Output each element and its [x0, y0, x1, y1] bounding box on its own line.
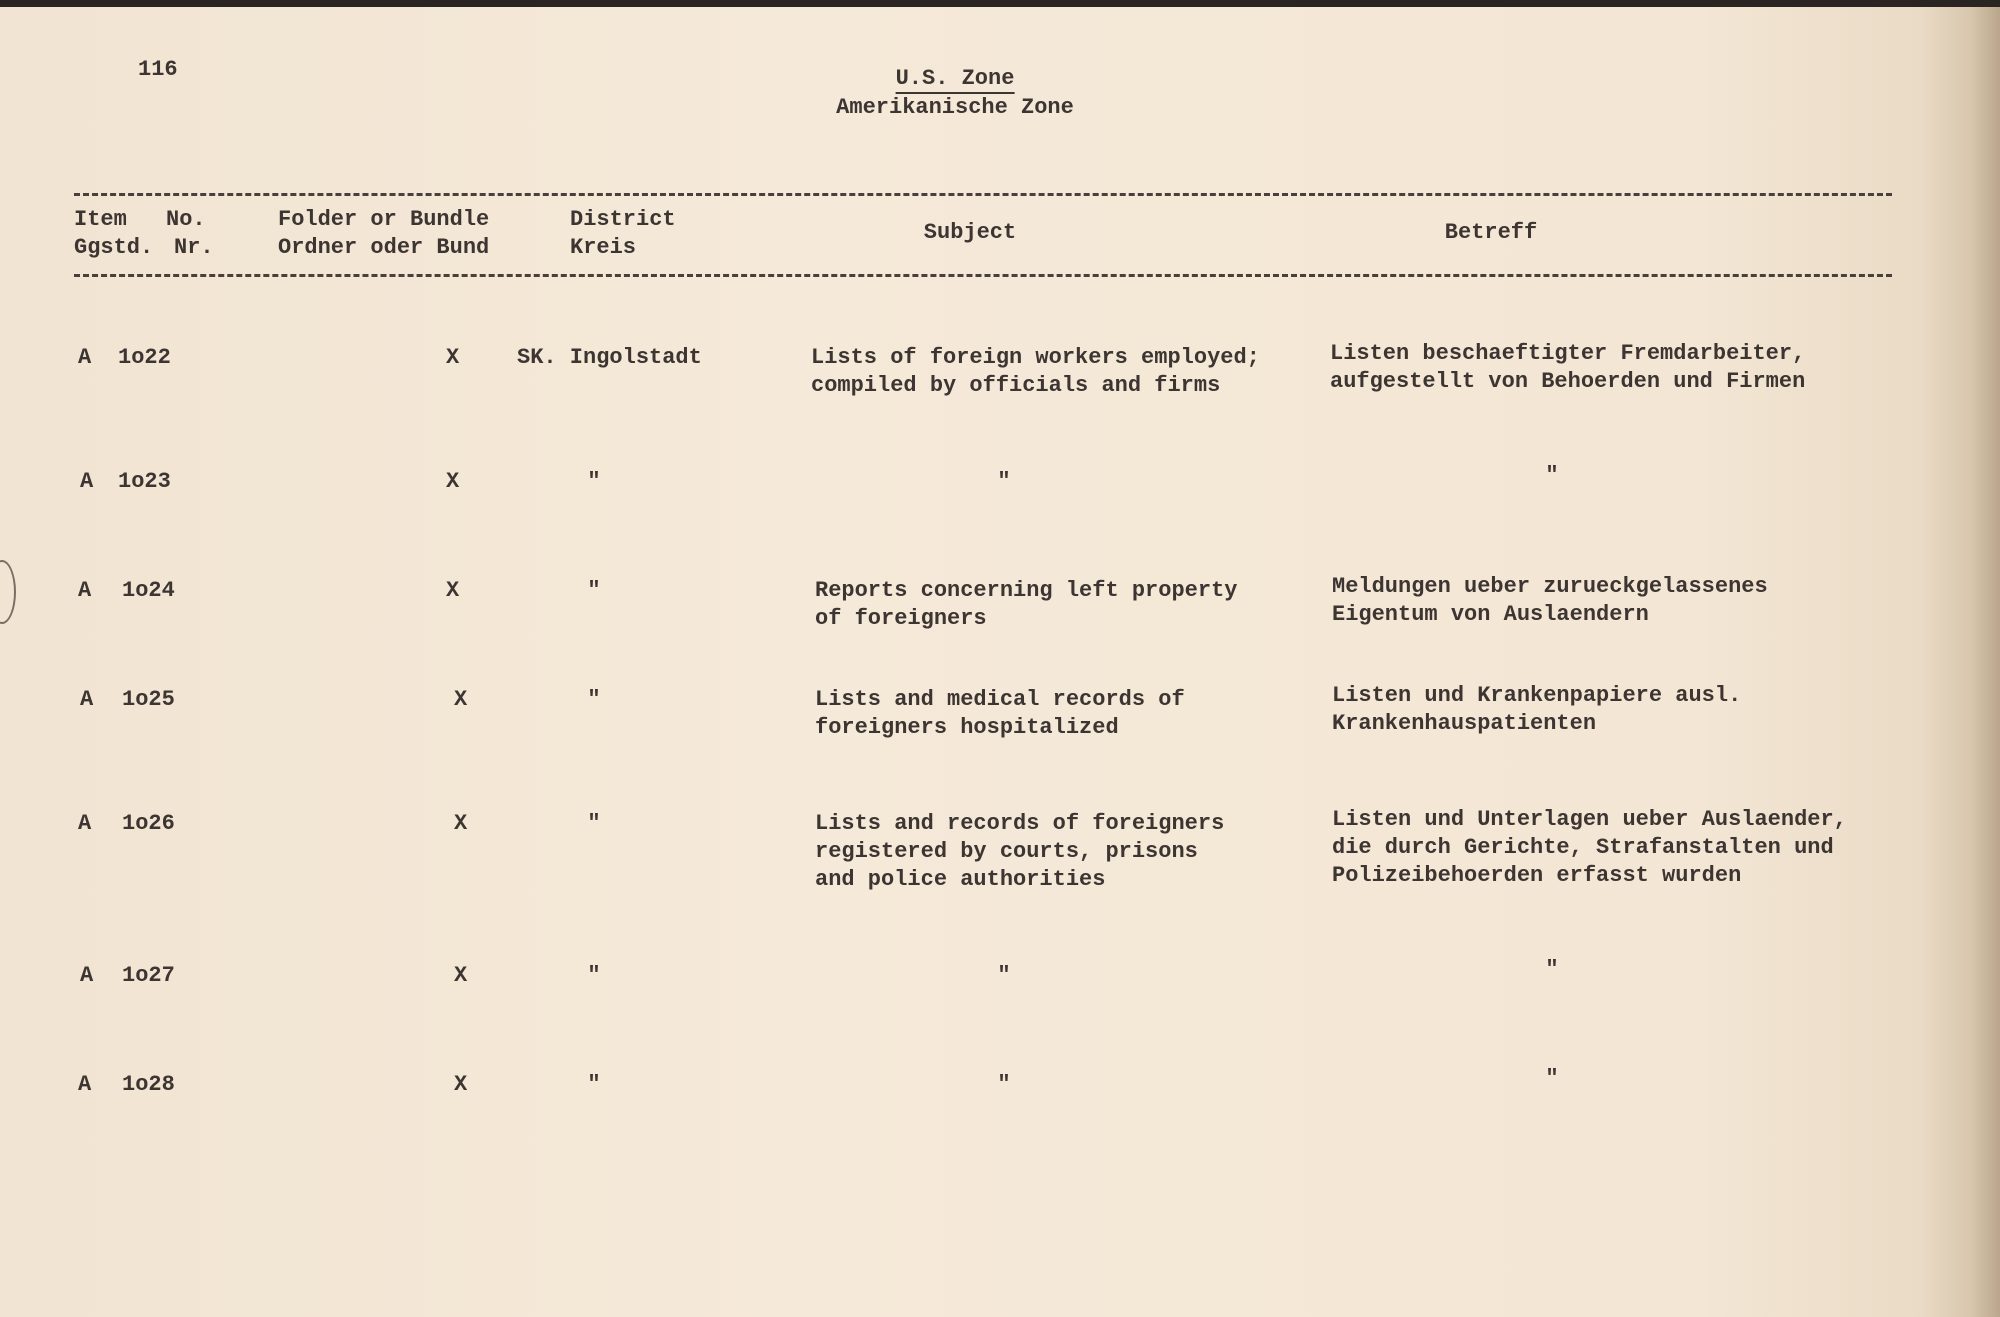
betreff-line: Eigentum von Auslaendern: [1332, 602, 1649, 627]
district: SK. Ingolstadt: [517, 345, 702, 370]
folder-mark: X: [446, 345, 460, 370]
betreff-line: Polizeibehoerden erfasst wurden: [1332, 863, 1742, 888]
item-letter: A: [80, 687, 94, 712]
subject-line: registered by courts, prisons: [815, 839, 1198, 864]
item-letter: A: [78, 811, 92, 836]
betreff-line: aufgestellt von Behoerden und Firmen: [1330, 369, 1806, 394]
betreff-line: Listen beschaeftigter Fremdarbeiter,: [1330, 341, 1806, 366]
subject-line: of foreigners: [815, 606, 987, 631]
betreff-line: ": [1545, 1066, 1559, 1091]
betreff-line: ": [1545, 957, 1559, 982]
title-en: U.S. Zone: [896, 66, 1015, 94]
header-district-en: District: [570, 207, 676, 232]
subject-line: Lists and records of foreigners: [815, 811, 1225, 836]
folder-mark: X: [446, 578, 460, 603]
item-number: 1o22: [118, 345, 171, 370]
subject-line: Lists and medical records of: [815, 687, 1185, 712]
item-letter: A: [80, 963, 94, 988]
header-subject: Subject: [923, 220, 1017, 245]
item-number: 1o27: [122, 963, 175, 988]
binding-hole: [0, 560, 16, 624]
scan-top-border: [0, 0, 2000, 7]
betreff-line: Meldungen ueber zurueckgelassenes: [1332, 574, 1768, 599]
district: ": [587, 578, 601, 603]
folder-mark: X: [454, 687, 468, 712]
subject-line: ": [997, 1072, 1011, 1097]
folder-mark: X: [454, 811, 468, 836]
header-no-en: No.: [166, 207, 206, 232]
header-folder-de: Ordner oder Bund: [278, 235, 490, 260]
betreff-line: die durch Gerichte, Strafanstalten und: [1332, 835, 1834, 860]
title-de: Amerikanische Zone: [836, 95, 1074, 120]
district: ": [587, 811, 601, 836]
header-betreff: Betreff: [1444, 220, 1538, 245]
page-number: 116: [138, 57, 178, 82]
item-number: 1o23: [118, 469, 171, 494]
item-letter: A: [78, 1072, 92, 1097]
subject-line: ": [997, 963, 1011, 988]
item-number: 1o25: [122, 687, 175, 712]
header-rule-bottom: [74, 274, 1892, 277]
item-number: 1o26: [122, 811, 175, 836]
item-letter: A: [80, 469, 94, 494]
header-no-de: Nr.: [174, 235, 214, 260]
folder-mark: X: [454, 1072, 468, 1097]
betreff-line: Listen und Unterlagen ueber Auslaender,: [1332, 807, 1847, 832]
subject-line: foreigners hospitalized: [815, 715, 1119, 740]
header-district-de: Kreis: [570, 235, 637, 260]
item-number: 1o28: [122, 1072, 175, 1097]
district: ": [587, 1072, 601, 1097]
folder-mark: X: [446, 469, 460, 494]
item-letter: A: [78, 345, 92, 370]
subject-line: and police authorities: [815, 867, 1106, 892]
subject-line: Lists of foreign workers employed;: [811, 345, 1260, 370]
betreff-line: Krankenhauspatienten: [1332, 711, 1597, 736]
district: ": [587, 963, 601, 988]
header-item-de: Ggstd.: [74, 235, 154, 260]
header-rule-top: [74, 193, 1892, 196]
item-number: 1o24: [122, 578, 175, 603]
header-item-en: Item: [74, 207, 127, 232]
betreff-line: Listen und Krankenpapiere ausl.: [1332, 683, 1742, 708]
betreff-line: ": [1545, 463, 1559, 488]
subject-line: ": [997, 469, 1011, 494]
item-letter: A: [78, 578, 92, 603]
district: ": [587, 687, 601, 712]
folder-mark: X: [454, 963, 468, 988]
header-folder-en: Folder or Bundle: [278, 207, 490, 232]
district: ": [587, 469, 601, 494]
subject-line: Reports concerning left property: [815, 578, 1238, 603]
subject-line: compiled by officials and firms: [811, 373, 1221, 398]
